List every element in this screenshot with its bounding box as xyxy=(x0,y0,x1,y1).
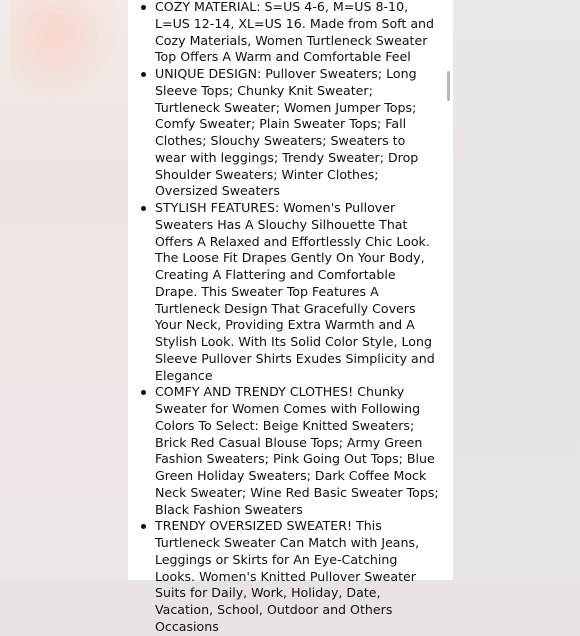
bullet-text: TRENDY OVERSIZED SWEATER! This Turtleneck Sweater Can Match with Jeans, Leggings or Skirts for An Eye-Catching Looks. Women's Knitted Pullover Sweater Suits for Daily, Work, Holiday, Date, Vacation, School, Outdoor and Others Occasions xyxy=(155,518,420,634)
bullet-dot-icon xyxy=(141,206,146,211)
scrollbar-thumb[interactable] xyxy=(447,71,450,101)
feature-bullet-unique-design xyxy=(128,66,446,200)
background-left xyxy=(0,0,128,580)
bullet-dot-icon xyxy=(141,390,146,395)
feature-bullet-list xyxy=(128,0,446,636)
feature-bullet-stylish-features xyxy=(128,200,446,384)
feature-bullet-cozy-material xyxy=(128,0,446,66)
bullet-text: COMFY AND TRENDY CLOTHES! Chunky Sweater for Women Comes with Following Colors To Select: Beige Knitted Sweaters; Brick Red Casual Blouse Tops; Army Green Fashion Sweaters; Pink Going Out Tops; Blue Green Holiday Sweaters; Dark Coffee Mock Neck Sweater; Wine Red Basic Sweater Tops; Black Fashion Sweaters xyxy=(155,384,439,517)
feature-bullet-comfy-trendy xyxy=(128,384,446,518)
background-right xyxy=(453,0,580,580)
feature-bullet-trendy-oversized xyxy=(128,518,446,635)
bullet-dot-icon xyxy=(141,5,146,10)
bullet-text: STYLISH FEATURES: Women's Pullover Sweaters Has A Slouchy Silhouette That Offers A Relaxed and Effortlessly Chic Look. The Loose Fit Drapes Gently On Your Body, Creating A Flattering and Comfortable Drape. This Sweater Top Features A Turtleneck Design That Gracefully Covers Your Neck, Providing Extra Warmth and A Stylish Look. With Its Solid Color Style, Long Sleeve Pullover Shirts Exudes Simplicity and Elegance xyxy=(155,200,435,383)
bullet-text: UNIQUE DESIGN: Pullover Sweaters; Long Sleeve Tops; Chunky Knit Sweater; Turtleneck Sweater; Women Jumper Tops; Comfy Sweater; Plain Sweater Tops; Fall Clothes; Slouchy Sweaters; Sweaters to wear with leggings; Trendy Sweater; Drop Shoulder Sweaters; Winter Clothes; Oversized Sweaters xyxy=(155,66,419,199)
product-description-panel xyxy=(128,0,453,634)
bullet-dot-icon xyxy=(141,524,146,529)
bullet-dot-icon xyxy=(141,72,146,77)
bullet-text: COZY MATERIAL: S=US 4-6, M=US 8-10, L=US 12-14, XL=US 16. Made from Soft and Cozy Materials, Women Turtleneck Sweater Top Offers A Warm and Comfortable Feel xyxy=(155,0,435,65)
